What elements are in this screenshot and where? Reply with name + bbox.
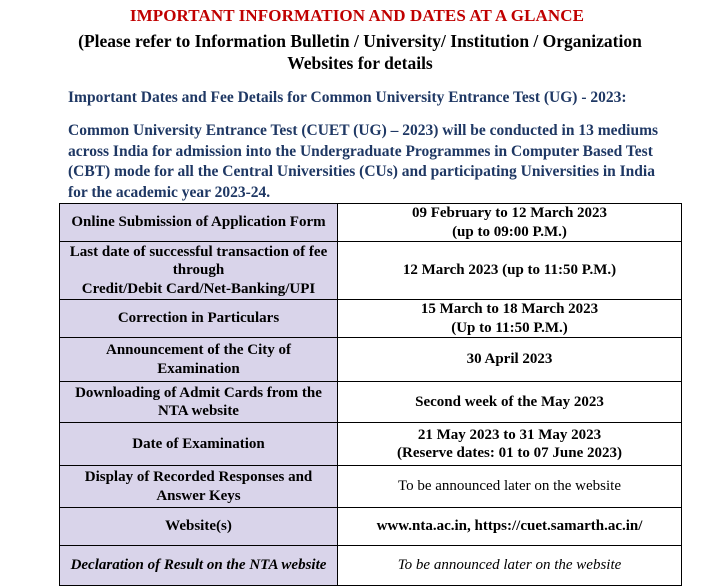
- table-row: [60, 204, 682, 242]
- subtitle-line-2: Websites for details: [287, 53, 433, 73]
- table-row: [60, 466, 682, 508]
- row-label: Announcement of the City of Examination: [60, 338, 338, 382]
- row-value: www.nta.ac.in, https://cuet.samarth.ac.in/: [338, 508, 682, 546]
- row-label: Declaration of Result on the NTA website: [60, 546, 338, 586]
- row-value: [338, 423, 682, 466]
- table-row: [60, 338, 682, 382]
- important-dates-table: [59, 203, 682, 586]
- row-value-line-2: (Up to 11:50 P.M.): [451, 319, 568, 336]
- row-label-line-2: Credit/Debit Card/Net-Banking/UPI: [81, 280, 316, 297]
- row-label: Website(s): [60, 508, 338, 546]
- row-value-line-1: 21 May 2023 to 31 May 2023: [417, 426, 602, 443]
- page-subtitle: [40, 30, 680, 74]
- table-row: [60, 382, 682, 423]
- row-value: [338, 300, 682, 338]
- table-row: [60, 300, 682, 338]
- row-value-line-2: (up to 09:00 P.M.): [452, 223, 567, 240]
- row-label: [60, 242, 338, 300]
- intro-paragraph: Common University Entrance Test (CUET (UG) – 2023) will be conducted in 13 mediums across India for admission into the Undergraduate Programmes in Computer Based Test (CBT) mode for all the Central Universities (CUs) and participating Universities in India for the academic year 2023-24.: [68, 122, 659, 201]
- row-value-line-1: 09 February to 12 March 2023: [411, 205, 608, 221]
- row-value: To be announced later on the website: [338, 466, 682, 508]
- row-label: Date of Examination: [60, 423, 338, 466]
- row-label: Online Submission of Application Form: [60, 204, 338, 242]
- row-value-line-1: 15 March to 18 March 2023: [420, 301, 599, 317]
- row-value: 12 March 2023 (up to 11:50 P.M.): [338, 242, 682, 300]
- table-row: [60, 423, 682, 466]
- row-label: Correction in Particulars: [60, 300, 338, 338]
- subtitle-line-1: (Please refer to Information Bulletin / University/ Institution / Organization: [78, 31, 642, 51]
- table-row: [60, 242, 682, 300]
- row-label: Downloading of Admit Cards from the NTA website: [60, 382, 338, 423]
- row-value: To be announced later on the website: [338, 546, 682, 586]
- row-value-line-2: (Reserve dates: 01 to 07 June 2023): [397, 445, 622, 461]
- row-value: 30 April 2023: [338, 338, 682, 382]
- row-label: Display of Recorded Responses and Answer Keys: [60, 466, 338, 508]
- row-value: [338, 204, 682, 242]
- page-title: IMPORTANT INFORMATION AND DATES AT A GLANCE: [129, 6, 585, 25]
- row-value: Second week of the May 2023: [338, 382, 682, 423]
- section-heading: Important Dates and Fee Details for Common University Entrance Test (UG) - 2023:: [68, 89, 627, 106]
- table-row: [60, 508, 682, 546]
- row-label-line-1: Last date of successful transaction of fee through: [69, 243, 328, 279]
- table-row: [60, 546, 682, 586]
